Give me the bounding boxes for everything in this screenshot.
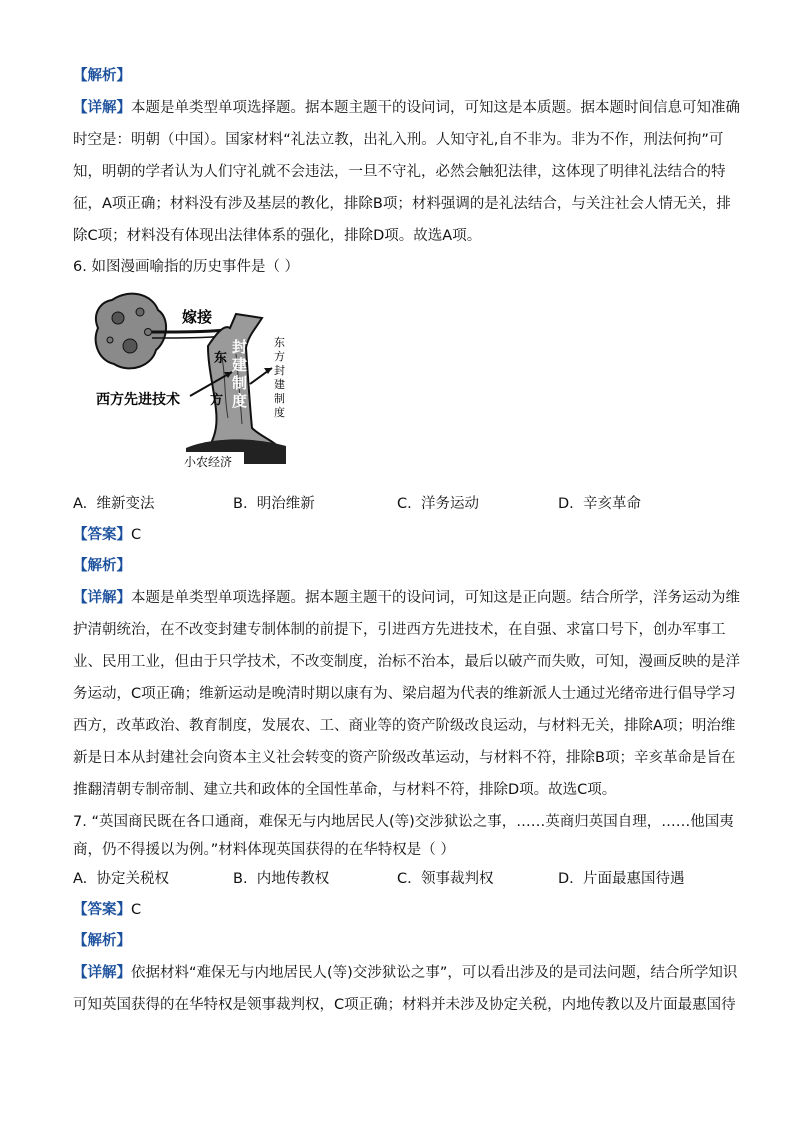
q7-answer-tag: 【答案】	[73, 902, 131, 918]
q7-detail-line-1: 【详解】依据材料“难保无与内地居民人(等)交涉狱讼之事”，可以看出涉及的是司法问题，结合所学知识	[73, 965, 738, 981]
q6-detail-line-4: 务运动，C项正确；维新运动是晚清时期以康有为、梁启超为代表的维新派人士通过光绪帝进行倡导学习	[73, 686, 736, 702]
q6-detail-line-7: 推翻清朝专制帝制、建立共和政体的全国性革命，与材料不符，排除D项。故选C项。	[73, 782, 617, 798]
q6-cartoon-image	[90, 288, 295, 473]
trunk-label-fang: 方	[210, 393, 224, 408]
q7-option-a: A. 协定关税权	[73, 871, 169, 887]
q7-answer: 【答案】C	[73, 902, 142, 918]
q6-detail-line-5: 西方，改革政治、教育制度，发展农、工、商业等的资产阶级改良运动，与材料无关，排除A项；明治维	[73, 718, 736, 734]
q6-detail-line-1: 【详解】本题是单类型单项选择题。据本题主题干的设问词，可知这是正向题。结合所学，洋务运动为维	[73, 590, 740, 606]
side-label-4: 建	[274, 378, 285, 391]
q6-option-b: B. 明治维新	[233, 496, 315, 512]
root-label: 小农经济	[184, 455, 233, 469]
graft-label: 嫁接	[182, 308, 213, 326]
q6-analysis-tag: 【解析】	[73, 558, 131, 574]
q7-option-c: C. 领事裁判权	[397, 871, 494, 887]
q6-answer-tag: 【答案】	[73, 527, 131, 543]
q6-option-d: D. 辛亥革命	[558, 496, 641, 512]
q5-analysis-tag: 【解析】	[73, 68, 131, 84]
side-label-2: 方	[274, 350, 285, 363]
q6-detail-tag: 【详解】	[73, 590, 131, 606]
side-label-5: 制	[274, 392, 285, 405]
side-label-3: 封	[274, 364, 285, 377]
q7-option-b: B. 内地传教权	[233, 871, 330, 887]
q6-stem: 6. 如图漫画喻指的历史事件是（ ）	[73, 259, 300, 275]
q5-detail-line-1: 【详解】本题是单类型单项选择题。据本题主题干的设问词，可知这是本质题。据本题时间信息可知准确	[73, 100, 740, 116]
q6-answer: 【答案】C	[73, 527, 142, 543]
trunk-label-east: 东	[214, 351, 228, 366]
trunk-label-feng: 封	[232, 338, 248, 356]
q5-detail-line-4: 征，A项正确；材料没有涉及基层的教化，排除B项；材料强调的是礼法结合，与关注社会人情无关，排	[73, 196, 731, 212]
q7-analysis-tag: 【解析】	[73, 933, 131, 949]
q6-detail-line-3: 业、民用工业，但由于只学技术，不改变制度，治标不治本，最后以破产而失败，可知，漫画反映的是洋	[73, 654, 740, 670]
q6-option-a: A. 维新变法	[73, 496, 155, 512]
q7-stem-line-2: 商，仍不得援以为例。”材料体现英国获得的在华特权是（ ）	[73, 842, 455, 858]
trunk-label-du: 度	[232, 392, 248, 410]
q5-detail-line-5: 除C项；材料没有体现出法律体系的强化，排除D项。故选A项。	[73, 228, 482, 244]
q7-detail-line-2: 可知英国获得的在华特权是领事裁判权，C项正确；材料并未涉及协定关税，内地传教以及片面最惠国待	[73, 997, 736, 1013]
q5-detail-line-2: 时空是：明朝（中国）。国家材料“礼法立教，出礼入刑。人知守礼,自不非为。非为不作，刑法何拘”可	[73, 132, 724, 148]
q5-detail-tag: 【详解】	[73, 100, 131, 116]
q6-option-c: C. 洋务运动	[397, 496, 479, 512]
q6-detail-line-6: 新是日本从封建社会向资本主义社会转变的资产阶级改革运动，与材料不符，排除B项；辛亥革命是旨在	[73, 750, 736, 766]
trunk-label-jian: 建	[232, 356, 248, 374]
west-tech-label: 西方先进技术	[96, 392, 180, 408]
side-label-6: 度	[274, 406, 285, 419]
trunk-label-zhi: 制	[232, 374, 248, 392]
q7-detail-tag: 【详解】	[73, 965, 131, 981]
q5-detail-line-3: 知，明朝的学者认为人们守礼就不会违法，一旦不守礼，必然会触犯法律，这体现了明律礼法结合的特	[73, 164, 726, 180]
q6-detail-line-2: 护清朝统治，在不改变封建专制体制的前提下，引进西方先进技术，在自强、求富口号下，创办军事工	[73, 622, 726, 638]
side-label-1: 东	[274, 336, 285, 349]
q7-option-d: D. 片面最惠国待遇	[558, 871, 685, 887]
q7-stem-line-1: 7. “英国商民既在各口通商，难保无与内地居民人(等)交涉狱讼之事，……英商归英国自理，……他国夷	[73, 814, 734, 830]
